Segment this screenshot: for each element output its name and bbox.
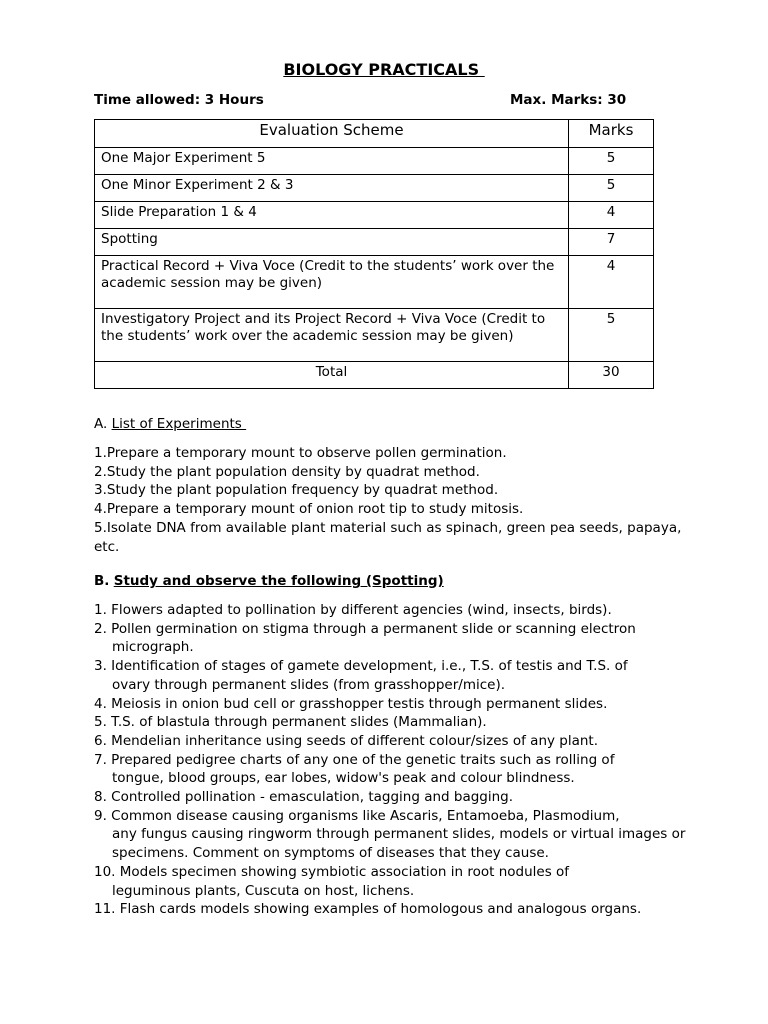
marks-cell: 4 xyxy=(569,256,654,309)
table-row xyxy=(95,175,654,202)
item-first-line: 7. Prepared pedigree charts of any one of the genetic traits such as rolling of xyxy=(94,751,615,768)
table-row xyxy=(95,229,654,256)
item-first-line: 8. Controlled pollination - emasculation, tagging and bagging. xyxy=(94,789,514,806)
list-item xyxy=(94,863,694,900)
list-item xyxy=(94,732,694,751)
spotting-list xyxy=(94,601,694,919)
item-first-line: 5. T.S. of blastula through permanent slides (Mammalian). xyxy=(94,714,487,731)
experiments-list xyxy=(94,444,694,556)
table-row xyxy=(95,256,654,309)
item-first-line: 1. Flowers adapted to pollination by different agencies (wind, insects, birds). xyxy=(94,602,612,618)
total-label-cell: Total xyxy=(95,362,569,389)
marks-cell: 5 xyxy=(569,309,654,362)
table-row xyxy=(95,202,654,229)
list-item xyxy=(94,900,694,919)
scheme-cell: One Major Experiment 5 xyxy=(95,148,569,175)
marks-cell: 5 xyxy=(569,175,654,202)
list-item xyxy=(94,657,694,694)
marks-cell: 5 xyxy=(569,148,654,175)
list-item xyxy=(94,751,694,788)
item-first-line: 11. Flash cards models showing examples of homologous and analogous organs. xyxy=(94,901,642,918)
table-row xyxy=(95,148,654,175)
section-b-prefix: B. xyxy=(94,573,110,589)
list-item: 4.Prepare a temporary mount of onion root tip to study mitosis. xyxy=(94,501,524,518)
list-item xyxy=(94,807,694,863)
scheme-cell: Practical Record + Viva Voce (Credit to the students’ work over the academic session may be given) xyxy=(95,256,569,309)
list-item xyxy=(94,601,694,620)
list-item xyxy=(94,695,694,714)
page-title: BIOLOGY PRACTICALS xyxy=(283,60,485,79)
list-item xyxy=(94,788,694,807)
list-item: 3.Study the plant population frequency by quadrat method. xyxy=(94,482,499,499)
item-first-line: 10. Models specimen showing symbiotic association in root nodules of xyxy=(94,863,570,880)
evaluation-table xyxy=(94,119,654,389)
marks-cell: 7 xyxy=(569,229,654,256)
column-header-marks: Marks xyxy=(569,120,654,148)
max-marks: Max. Marks: 30 xyxy=(510,92,627,108)
list-item xyxy=(94,713,694,732)
section-b-heading xyxy=(94,573,444,589)
column-header-scheme: Evaluation Scheme xyxy=(95,120,569,148)
scheme-cell: Spotting xyxy=(95,229,569,256)
time-allowed: Time allowed: 3 Hours xyxy=(94,92,264,108)
list-item: 5.Isolate DNA from available plant material such as spinach, green pea seeds, papaya, etc. xyxy=(94,519,682,555)
item-continuation: tongue, blood groups, ear lobes, widow's peak and colour blindness. xyxy=(112,770,575,787)
item-continuation: leguminous plants, Cuscuta on host, lichens. xyxy=(112,882,415,899)
table-row-total xyxy=(95,362,654,389)
table-header-row xyxy=(95,120,654,148)
total-marks-cell: 30 xyxy=(569,362,654,389)
item-continuation: any fungus causing ringworm through permanent slides, models or virtual images or specimens. Comment on symptoms of diseases that they cause. xyxy=(112,826,686,862)
item-first-line: 2. Pollen germination on stigma through a permanent slide or scanning electron xyxy=(94,620,636,637)
list-item: 1.Prepare a temporary mount to observe pollen germination. xyxy=(94,445,507,461)
item-first-line: 6. Mendelian inheritance using seeds of different colour/sizes of any plant. xyxy=(94,732,599,749)
section-b-title: Study and observe the following (Spotting) xyxy=(113,573,444,589)
scheme-cell: Slide Preparation 1 & 4 xyxy=(95,202,569,229)
section-a-title: List of Experiments xyxy=(111,416,247,432)
item-first-line: 9. Common disease causing organisms like Ascaris, Entamoeba, Plasmodium, xyxy=(94,807,620,824)
item-continuation: micrograph. xyxy=(112,639,194,656)
list-item xyxy=(94,620,694,657)
section-a-prefix: A. xyxy=(94,416,108,432)
scheme-cell: Investigatory Project and its Project Record + Viva Voce (Credit to the students’ work over the academic session may be given) xyxy=(95,309,569,362)
item-first-line: 3. Identification of stages of gamete development, i.e., T.S. of testis and T.S. of xyxy=(94,658,628,675)
marks-cell: 4 xyxy=(569,202,654,229)
section-a-heading xyxy=(94,416,246,432)
table-row xyxy=(95,309,654,362)
item-first-line: 4. Meiosis in onion bud cell or grasshopper testis through permanent slides. xyxy=(94,695,608,712)
item-continuation: ovary through permanent slides (from grasshopper/mice). xyxy=(112,676,506,693)
scheme-cell: One Minor Experiment 2 & 3 xyxy=(95,175,569,202)
list-item: 2.Study the plant population density by quadrat method. xyxy=(94,463,480,480)
